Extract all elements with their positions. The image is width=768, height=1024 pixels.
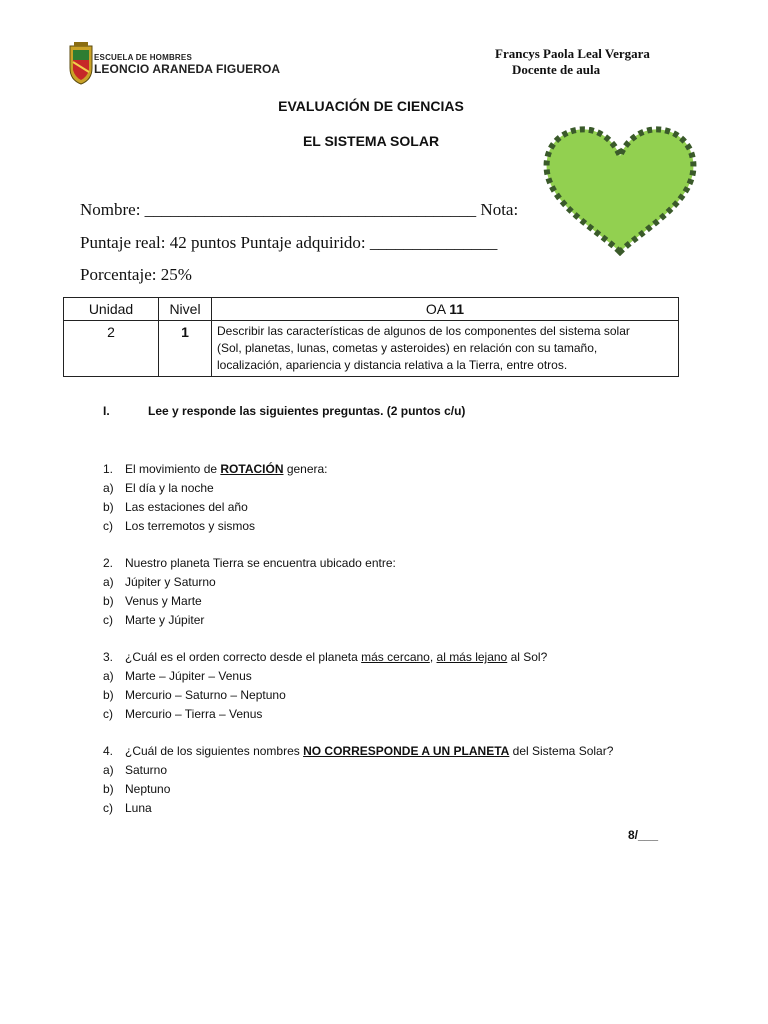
option-b (103, 688, 503, 706)
section-instructions: Lee y responde las siguientes preguntas. (2 puntos c/u) (148, 404, 466, 418)
option-a (103, 763, 503, 781)
option-letter: b) (103, 782, 114, 796)
option-letter: b) (103, 500, 114, 514)
option-letter: c) (103, 707, 113, 721)
option-text: Mercurio – Tierra – Venus (125, 707, 263, 721)
option-letter: a) (103, 575, 114, 589)
question-number: 2. (103, 556, 114, 570)
header-unidad: Unidad (64, 298, 159, 321)
option-letter: a) (103, 481, 114, 495)
question-emphasis: más cercano (361, 650, 430, 664)
page-score: 8/___ (628, 828, 659, 842)
option-letter: c) (103, 519, 113, 533)
question-text-part: ¿Cuál de los siguientes nombres (125, 744, 304, 758)
question-3 (103, 650, 683, 726)
score-field: Puntaje real: 42 puntos Puntaje adquirido: _______________ (80, 233, 498, 252)
page-subtitle: EL SISTEMA SOLAR (302, 133, 440, 149)
page-title: EVALUACIÓN DE CIENCIAS (278, 98, 464, 114)
question-text-part: del Sistema Solar? (509, 744, 614, 758)
option-b (103, 782, 503, 800)
section-number: I. (103, 404, 110, 418)
option-text: Júpiter y Saturno (125, 575, 216, 589)
option-text: Saturno (125, 763, 168, 777)
header-oa-prefix: OA (425, 301, 450, 317)
question-number: 4. (103, 744, 114, 758)
question-text-part: El movimiento de (125, 462, 221, 476)
question-text-part: ¿Cuál es el orden correcto desde el planeta (125, 650, 362, 664)
option-letter: a) (103, 763, 114, 777)
option-letter: c) (103, 801, 113, 815)
option-letter: b) (103, 688, 114, 702)
option-text: Marte – Júpiter – Venus (125, 669, 252, 683)
header-oa-number: 11 (449, 301, 465, 317)
objectives-table (63, 297, 679, 377)
description-line: Describir las características de algunos de los componentes del sistema solar (217, 324, 630, 338)
option-text: El día y la noche (125, 481, 214, 495)
description-line: (Sol, planetas, lunas, cometas y asteroides) en relación con su tamaño, (217, 341, 598, 355)
option-c (103, 613, 503, 631)
option-text: Neptuno (125, 782, 171, 796)
question-text-part: al Sol? (507, 650, 548, 664)
question-emphasis: al más lejano (436, 650, 508, 664)
option-c (103, 707, 503, 725)
option-a (103, 669, 503, 687)
teacher-name: Francys Paola Leal Vergara (495, 46, 650, 61)
question-text-part: genera: (283, 462, 328, 476)
question-4 (103, 744, 683, 820)
question-text (125, 462, 328, 476)
cell-description (212, 321, 679, 377)
question-emphasis: NO CORRESPONDE A UN PLANETA (303, 744, 510, 758)
option-b (103, 500, 503, 518)
option-a (103, 575, 503, 593)
question-2 (103, 556, 683, 632)
heart-icon (540, 124, 700, 256)
option-text: Los terremotos y sismos (125, 519, 256, 533)
school-name-small: ESCUELA DE HOMBRES (94, 53, 192, 62)
option-letter: c) (103, 613, 113, 627)
option-text: Marte y Júpiter (125, 613, 205, 627)
option-text: Luna (125, 801, 152, 815)
question-number: 3. (103, 650, 114, 664)
shield-icon (70, 42, 92, 84)
school-name-large: LEONCIO ARANEDA FIGUEROA (94, 62, 281, 76)
option-c (103, 519, 503, 537)
table-header-row (64, 298, 679, 321)
description-line: localización, apariencia y distancia relativa a la Tierra, entre otros. (217, 358, 568, 372)
question-emphasis: ROTACIÓN (220, 462, 284, 476)
question-text-part: , (429, 650, 437, 664)
option-letter: a) (103, 669, 114, 683)
name-field: Nombre: _______________________________________ Nota: (80, 200, 519, 219)
option-letter: b) (103, 594, 114, 608)
option-text: Mercurio – Saturno – Neptuno (125, 688, 286, 702)
option-a (103, 481, 503, 499)
table-row (64, 321, 679, 377)
question-text: Nuestro planeta Tierra se encuentra ubicado entre: (125, 556, 396, 570)
option-text: Las estaciones del año (125, 500, 248, 514)
question-1 (103, 462, 683, 538)
option-b (103, 594, 503, 612)
option-text: Venus y Marte (125, 594, 202, 608)
question-number: 1. (103, 462, 114, 476)
cell-nivel: 1 (159, 321, 212, 377)
question-text (125, 744, 613, 758)
question-text (125, 650, 547, 664)
header-oa (212, 298, 679, 321)
option-c (103, 801, 503, 819)
cell-unidad: 2 (64, 321, 159, 377)
percentage-field: Porcentaje: 25% (80, 265, 192, 284)
header-nivel: Nivel (159, 298, 212, 321)
teacher-role: Docente de aula (512, 62, 601, 77)
